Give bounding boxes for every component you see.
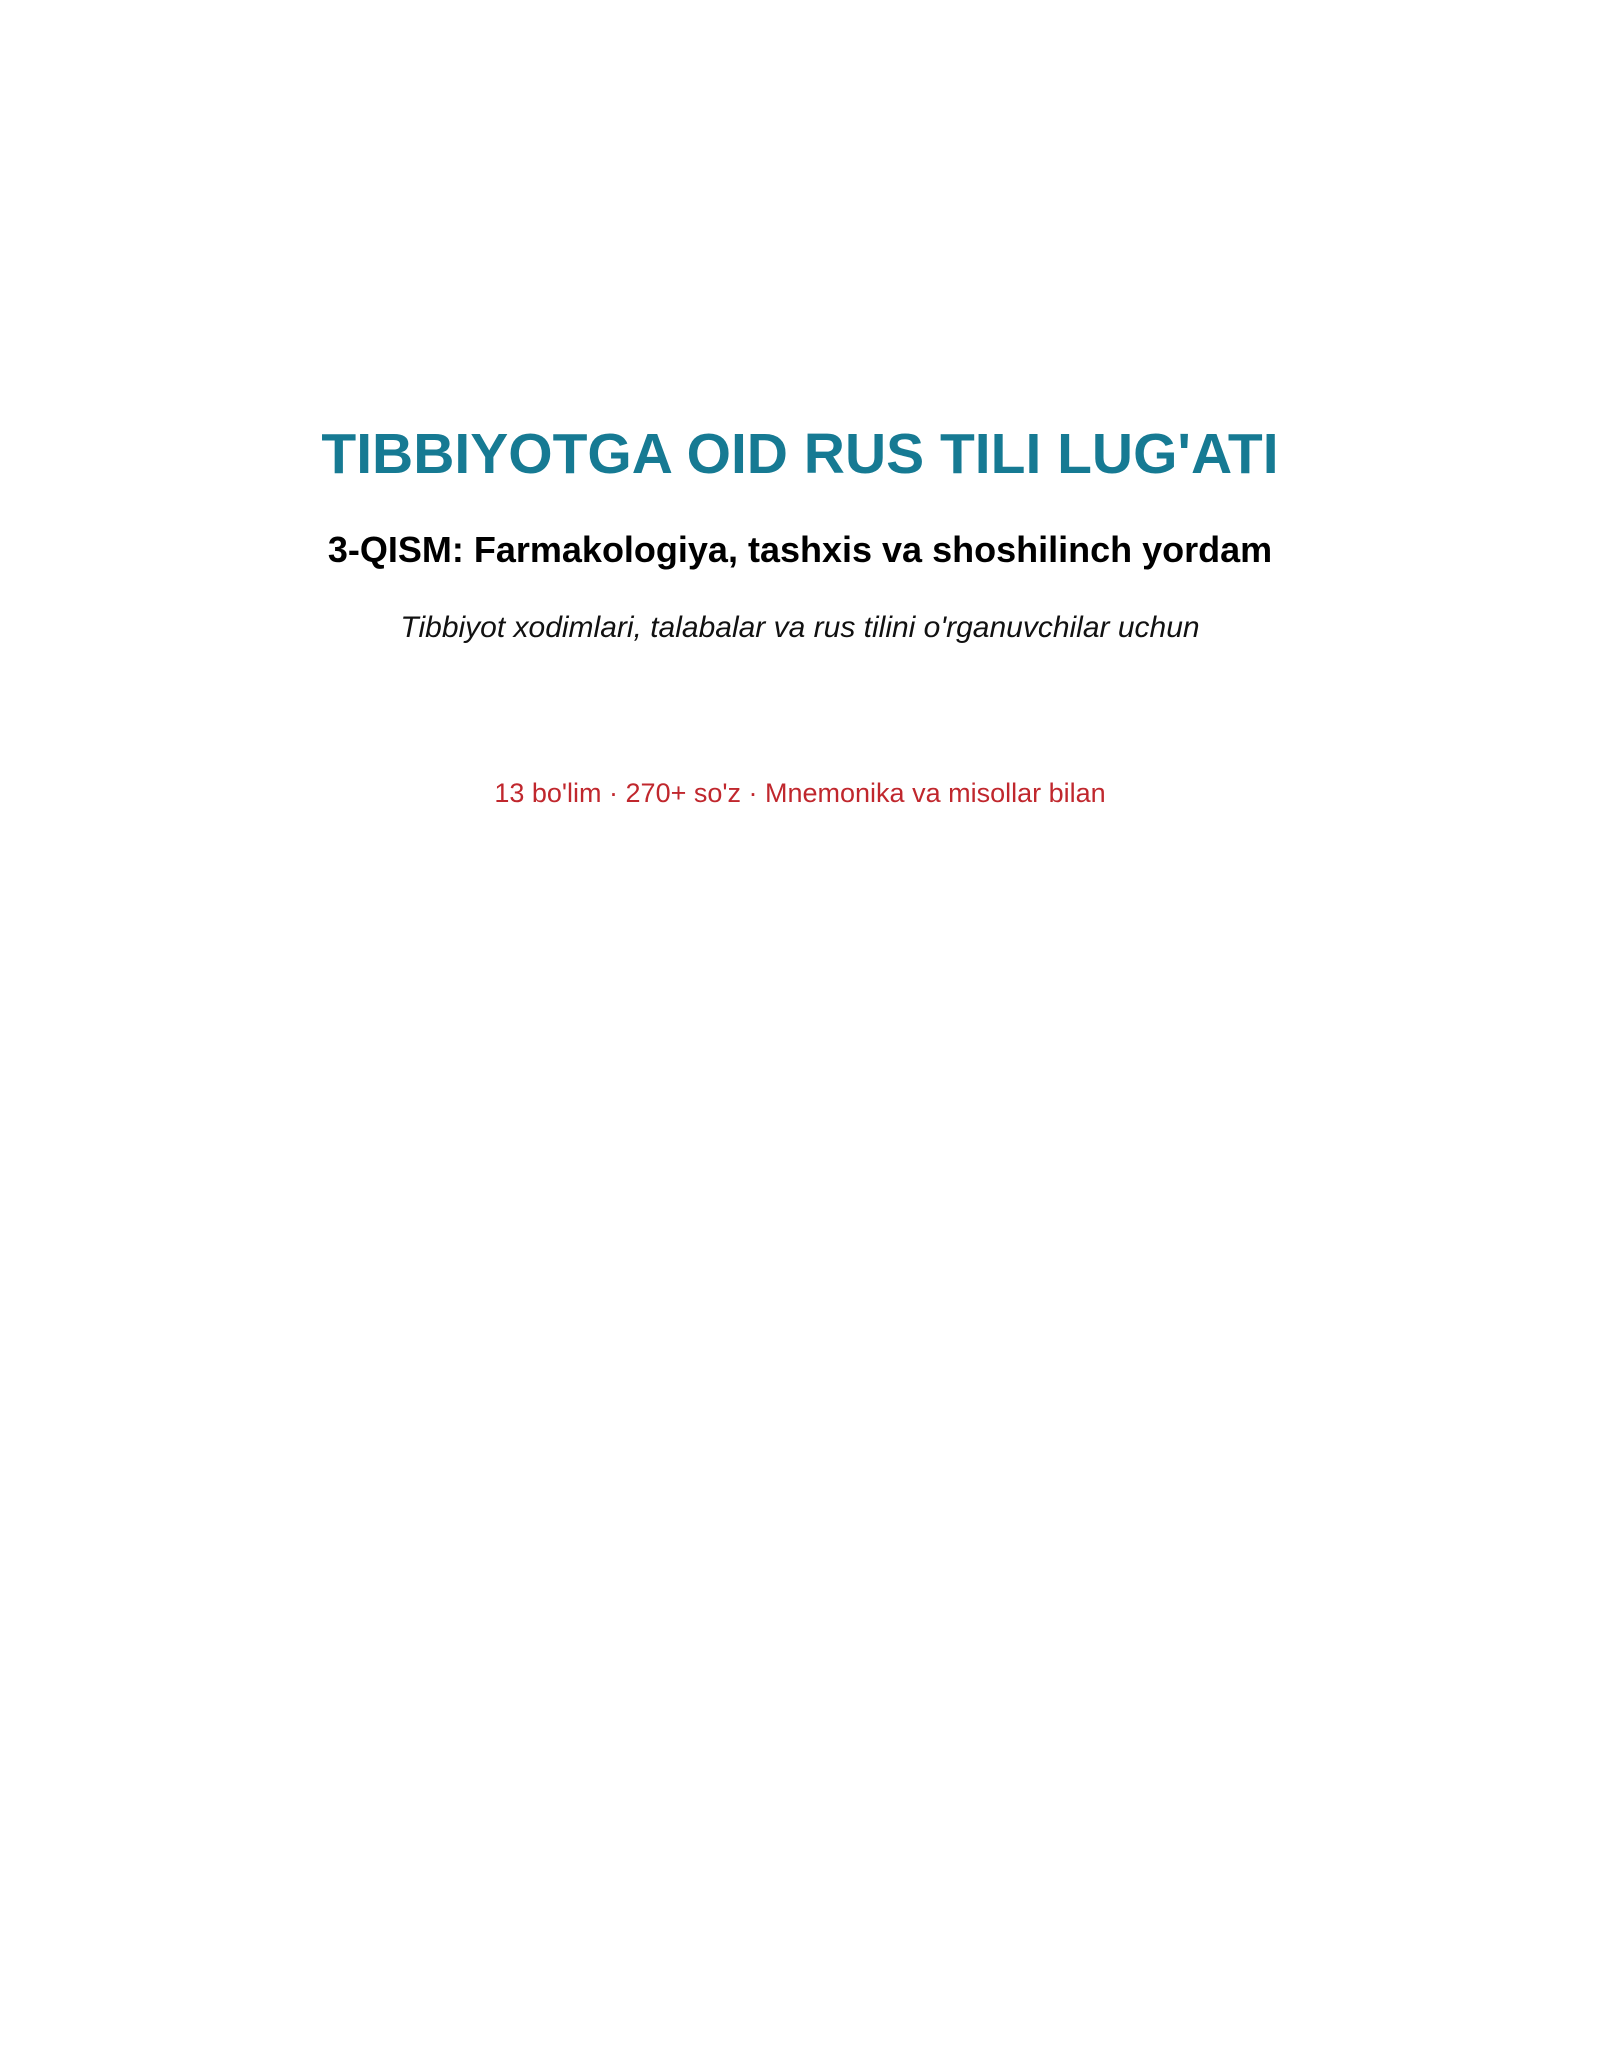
meta-summary: 13 bo'lim · 270+ so'z · Mnemonika va misollar bilan [494, 778, 1106, 808]
document-subtitle: 3-QISM: Farmakologiya, tashxis va shoshilinch yordam [327, 529, 1273, 570]
document-title: TIBBIYOTGA OID RUS TILI LUG'ATI [321, 422, 1279, 486]
audience-line: Tibbiyot xodimlari, talabalar va rus tilini o'rganuvchilar uchun [400, 611, 1200, 644]
